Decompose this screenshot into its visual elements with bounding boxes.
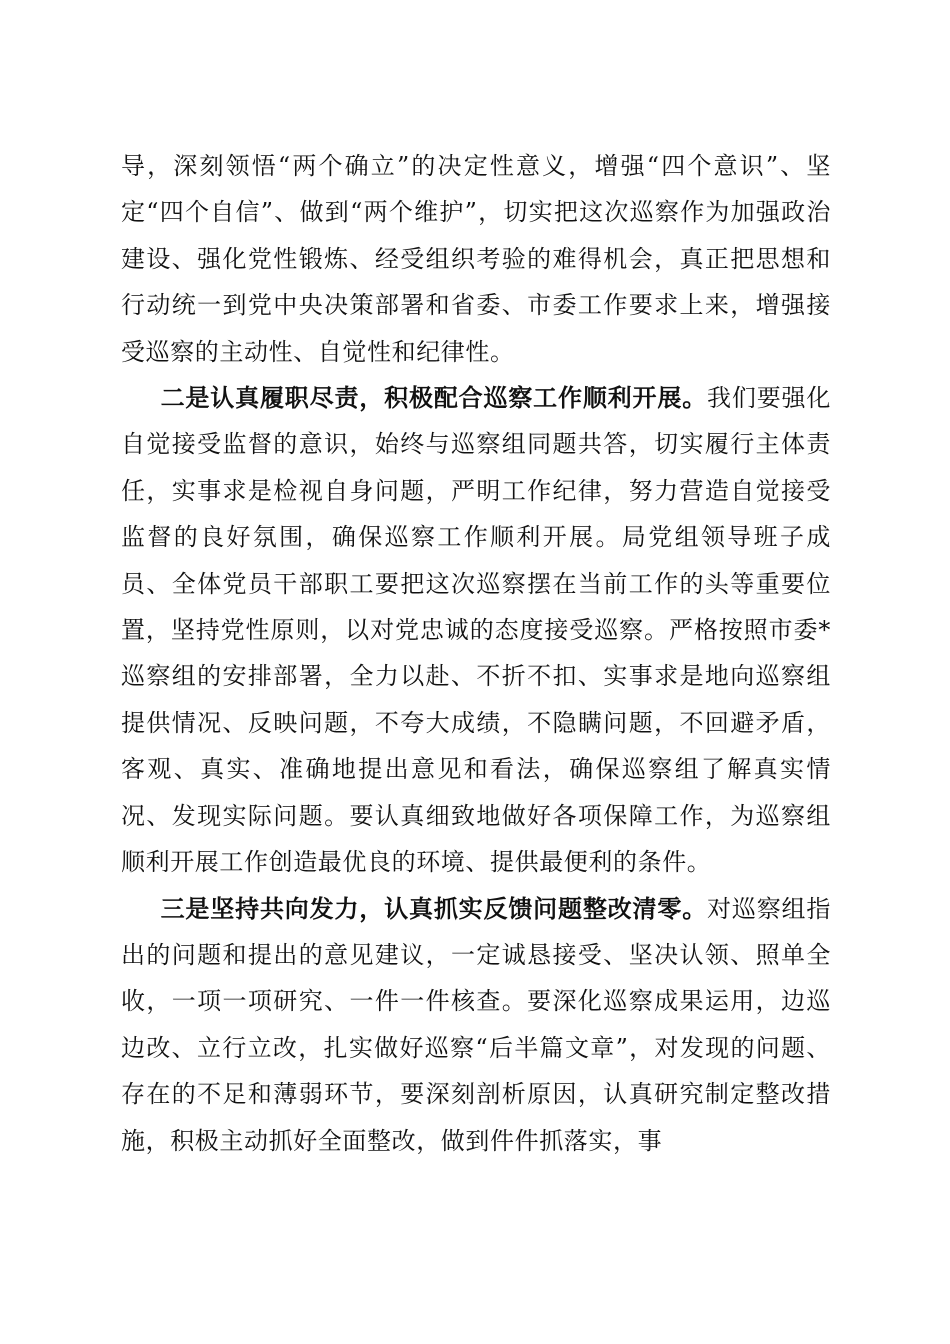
paragraph-2 <box>121 375 831 885</box>
paragraph-1-text: 导，深刻领悟“两个确立”的决定性意义，增强“四个意识”、坚定“四个自信”、做到“两个维护”，切实把这次巡察作为加强政治建设、强化党性锻炼、经受组织考验的难得机会，真正把思想和行动统一到党中央决策部署和省委、市委工作要求上来，增强接受巡察的主动性、自觉性和纪律性。 <box>121 152 831 366</box>
paragraph-1 <box>121 143 831 375</box>
paragraph-3 <box>121 886 831 1164</box>
paragraph-3-lead: 三是坚持共向发力，认真抓实反馈问题整改清零。 <box>160 893 708 923</box>
paragraph-2-text: 我们要强化自觉接受监督的意识，始终与巡察组同题共答，切实履行主体责任，实事求是检视自身问题，严明工作纪律，努力营造自觉接受监督的良好氛围，确保巡察工作顺利开展。局党组领导班子成员、全体党员干部职工要把这次巡察摆在当前工作的头等重要位置，坚持党性原则，以对党忠诚的态度接受巡察。严格按照市委*巡察组的安排部署，全力以赴、不折不扣、实事求是地向巡察组提供情况、反映问题，不夸大成绩，不隐瞒问题，不回避矛盾，客观、真实、准确地提出意见和看法，确保巡察组了解真实情况、发现实际问题。要认真细致地做好各项保障工作，为巡察组顺利开展工作创造最优良的环境、提供最便利的条件。 <box>121 384 832 877</box>
body-text <box>121 143 831 1164</box>
paragraph-2-lead: 二是认真履职尽责，积极配合巡察工作顺利开展。 <box>160 383 708 413</box>
paragraph-3-text: 对巡察组指出的问题和提出的意见建议，一定诚恳接受、坚决认领、照单全收，一项一项研究、一件一件核查。要深化巡察成果运用，边巡边改、立行立改，扎实做好巡察“后半篇文章”，对发现的问题、存在的不足和薄弱环节，要深刻剖析原因，认真研究制定整改措施，积极主动抓好全面整改，做到件件抓落实，事 <box>121 894 832 1155</box>
